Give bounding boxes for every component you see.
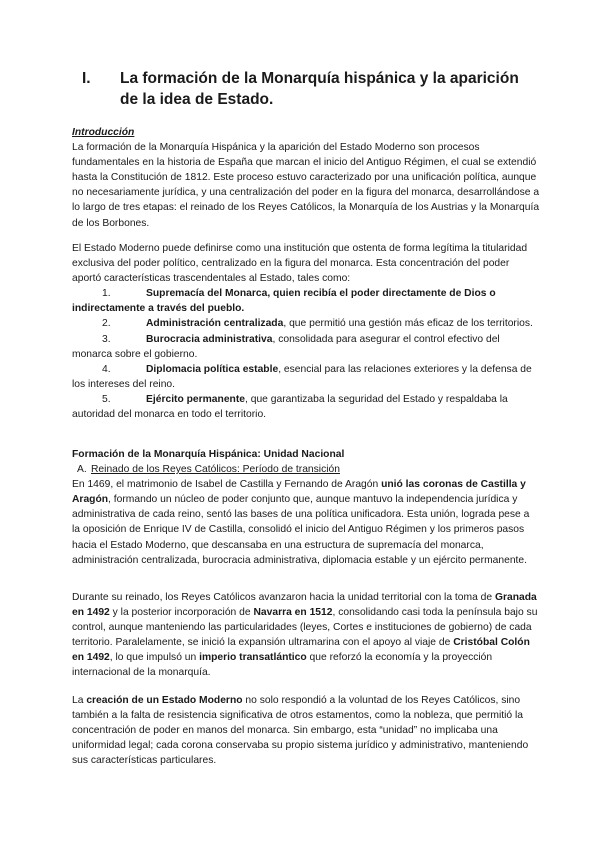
bold-run: imperio transatlántico: [199, 652, 307, 664]
estado-paragraph: El Estado Moderno puede definirse como una institución que ostenta de forma legítima la titularidad exclusiva del poder político, centralizado en la figura del monarca. Esta concentración del poder aportó características trascendentales al Estado, tales como:: [72, 243, 528, 285]
list-item-text: , consolidada para asegurar el control efectivo del monarca sobre el gobierno.: [72, 333, 500, 360]
text-run: , formando un núcleo de poder conjunto que, aunque mantuvo la independencia jurídica y administrativa de cada reino, sentó las bases de una política unificadora. Esta unión, lograda pese a la oposición de Enrique IV de Castilla, consolidó el inicio del Antiguo Régimen y los primeros pasos hacia el Estado Moderno, que descansaba en una estructura de supremacía del monarca, administración centralizada, burocracia administrativa, diplomacia estable y un ejército permanente.: [72, 494, 530, 566]
bold-run: creación de un Estado Moderno: [86, 695, 243, 706]
monarquia-section: [72, 447, 540, 568]
list-item-bold: Ejército permanente: [146, 393, 245, 405]
bold-run: Navarra en 1512: [253, 607, 333, 619]
text-run: y la posterior incorporación de: [109, 607, 254, 619]
intro-heading: Introducción: [72, 127, 135, 138]
list-item-number: 2.: [102, 318, 111, 330]
chapter-title-text: La formación de la Monarquía hispánica y la aparición de la idea de Estado.: [120, 70, 519, 108]
intro-section: [72, 125, 540, 231]
bold-run: Granada en 1492: [72, 592, 537, 619]
intro-paragraph: La formación de la Monarquía Hispánica y la aparición del Estado Moderno son procesos fundamentales en la historia de España que marcan el inicio del Antiguo Régimen, el cual se extendió hasta la Constitución de 1812. Este proceso estuvo caracterizado por una unificación política, aunque no necesariamente jurídica, y una centralización del poder en la figura del monarca, desarrollándose a lo largo de tres etapas: el reinado de los Reyes Católicos, la Monarquía de los Austrias y la Monarquía de los Borbones.: [72, 142, 540, 229]
list-item: [72, 316, 540, 331]
text-run: Durante su reinado, los Reyes Católicos avanzaron hacia la unidad territorial con la toma de: [72, 592, 495, 603]
bold-run: unió las coronas de Castilla y Aragón: [72, 479, 526, 506]
subsection-letter: A.: [77, 464, 87, 476]
list-item-number: 3.: [102, 333, 111, 345]
list-item-text: , esencial para las relaciones exteriores y la defensa de los intereses del reino.: [72, 363, 532, 390]
list-item-bold: Administración centralizada: [146, 318, 284, 330]
paragraph-1: [72, 477, 540, 568]
list-item: [72, 362, 540, 392]
list-item-text: , que permitió una gestión más eficaz de los territorios.: [283, 318, 533, 330]
text-run: que reforzó la economía y la proyección internacional de la monarquía.: [72, 652, 493, 679]
subsection-heading: [72, 462, 540, 477]
paragraph-3: [72, 693, 540, 768]
bold-run: Cristóbal Colón en 1492: [72, 637, 530, 664]
text-run: , lo que impulsó un: [109, 652, 200, 664]
list-item-number: 4.: [102, 363, 111, 375]
text-run: En 1469, el matrimonio de Isabel de Castilla y Fernando de Aragón: [72, 479, 382, 491]
section-heading: Formación de la Monarquía Hispánica: Unidad Nacional: [72, 449, 345, 460]
list-item: [72, 286, 540, 316]
list-item-bold: Supremacía del Monarca, quien recibía el poder directamente de Dios o indirectamente a través del pueblo.: [72, 288, 496, 315]
chapter-number: I.: [82, 70, 91, 87]
list-item-bold: Burocracia administrativa: [146, 333, 273, 345]
list-item: [72, 332, 540, 362]
chapter-title: [72, 68, 540, 110]
subsection-title: Reinado de los Reyes Católicos: Período de transición: [91, 464, 340, 476]
text-run: , consolidando casi toda la península bajo su control, aunque manteniendo las particularidades (leyes, Cortes e instituciones de gobierno) de cada territorio. Paralelamente, se inició la expansión ultramarina con el apoyo al viaje de: [72, 607, 538, 649]
list-item-bold: Diplomacia política estable: [146, 363, 279, 375]
paragraph-2: [72, 590, 540, 681]
list-item-number: 5.: [102, 393, 111, 405]
list-item: [72, 392, 540, 422]
text-run: no solo respondió a la voluntad de los Reyes Católicos, sino también a la falta de resistencia significativa de otros estamentos, como la nobleza, que permitió la concentración de poder en manos del monarca. Sin embargo, esta “unidad” no implicaba una uniformidad legal; cada corona conservaba su propio sistema jurídico y administrativo, manteniendo sus características particulares.: [72, 695, 529, 767]
estado-section: [72, 241, 540, 422]
list-item-number: 1.: [102, 288, 111, 300]
list-item-text: , que garantizaba la seguridad del Estado y respaldaba la autoridad del monarca en todo el territorio.: [72, 393, 508, 421]
text-run: La: [72, 695, 87, 706]
